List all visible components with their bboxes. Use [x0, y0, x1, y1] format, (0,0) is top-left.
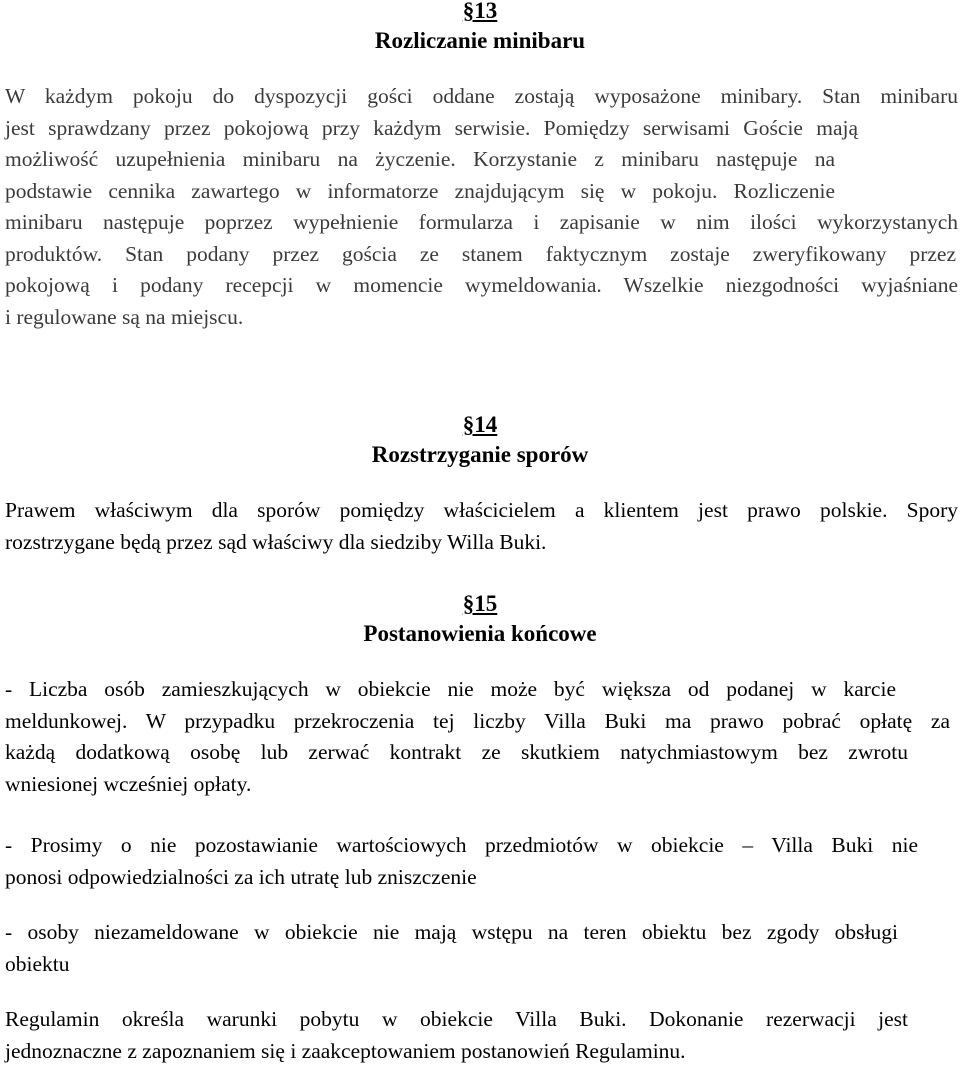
section-14: [0, 410, 960, 558]
text-line: produktów. Stan podany przez gościa ze stanem faktycznym zostaje zweryfikowany przez: [5, 239, 958, 271]
text-line: wniesionej wcześniej opłaty.: [5, 769, 958, 801]
paragraph-unregistered: [0, 917, 960, 980]
text-line: rozstrzygane będą przez sąd właściwy dla siedziby Willa Buki.: [5, 527, 958, 559]
section-15: [0, 589, 960, 1067]
section-body: [0, 495, 960, 558]
text-line: Regulamin określa warunki pobytu w obiekcie Villa Buki. Dokonanie rezerwacji jest: [5, 1004, 958, 1036]
text-line: jednoznaczne z zapoznaniem się i zaakceptowaniem postanowień Regulaminu.: [5, 1036, 958, 1067]
paragraph-valuables: [0, 830, 960, 893]
text-line: jest sprawdzany przez pokojową przy każdym serwisie. Pomiędzy serwisami Goście mają: [5, 113, 958, 145]
section-number: §15: [0, 589, 960, 619]
text-line: meldunkowej. W przypadku przekroczenia tej liczby Villa Buki ma prawo pobrać opłatę za: [5, 706, 958, 738]
text-line: W każdym pokoju do dyspozycji gości oddane zostają wyposażone minibary. Stan minibaru: [5, 81, 958, 113]
text-line: - Prosimy o nie pozostawianie wartościowych przedmiotów w obiekcie – Villa Buki nie: [5, 830, 958, 862]
text-line: minibaru następuje poprzez wypełnienie formularza i zapisanie w nim ilości wykorzystanych: [5, 207, 958, 239]
text-line: podstawie cennika zawartego w informatorze znajdującym się w pokoju. Rozliczenie: [5, 176, 958, 208]
section-13: [0, 0, 960, 333]
text-line: - Liczba osób zamieszkujących w obiekcie nie może być większa od podanej w karcie: [5, 674, 958, 706]
section-number: §13: [0, 0, 960, 26]
text-line: - osoby niezameldowane w obiekcie nie mają wstępu na teren obiektu bez zgody obsługi: [5, 917, 958, 949]
paragraph-guest-limit: [0, 674, 960, 800]
section-title: Postanowienia końcowe: [0, 619, 960, 649]
text-line: ponosi odpowiedzialności za ich utratę lub zniszczenie: [5, 862, 958, 894]
section-title: Rozliczanie minibaru: [0, 26, 960, 56]
text-line: każdą dodatkową osobę lub zerwać kontrakt ze skutkiem natychmiastowym bez zwrotu: [5, 737, 958, 769]
text-line: Prawem właściwym dla sporów pomiędzy właścicielem a klientem jest prawo polskie. Spory: [5, 495, 958, 527]
paragraph-regulations: [0, 1004, 960, 1067]
section-number: §14: [0, 410, 960, 440]
text-line: możliwość uzupełnienia minibaru na życzenie. Korzystanie z minibaru następuje na: [5, 144, 958, 176]
text-line: pokojową i podany recepcji w momencie wymeldowania. Wszelkie niezgodności wyjaśniane: [5, 270, 958, 302]
text-line: obiektu: [5, 949, 958, 981]
section-body: [0, 81, 960, 333]
text-line: i regulowane są na miejscu.: [5, 302, 958, 334]
section-title: Rozstrzyganie sporów: [0, 440, 960, 470]
